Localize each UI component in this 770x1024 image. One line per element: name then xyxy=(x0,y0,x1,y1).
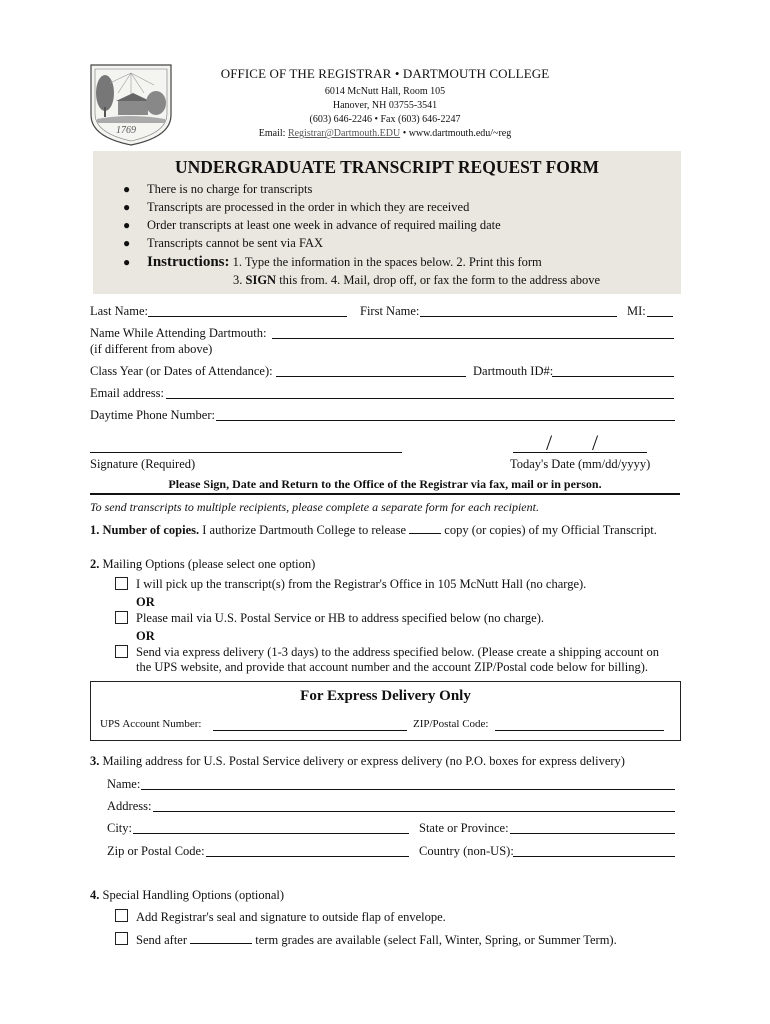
college-name: DARTMOUTH COLLEGE xyxy=(402,66,550,81)
signature-field[interactable] xyxy=(90,452,402,453)
mi-field[interactable] xyxy=(647,303,673,317)
express-option-label-2: the UPS website, and provide that account number and the account ZIP/Postal code below for billing). xyxy=(136,660,649,674)
mail-city-field[interactable] xyxy=(133,820,409,834)
name-attending-label: Name While Attending Dartmouth: xyxy=(90,326,267,340)
first-name-field[interactable] xyxy=(420,303,617,317)
instructions-line-2: 3. SIGN this from. 4. Mail, drop off, or fax the form to the address above xyxy=(233,273,601,287)
section-1: 1. Number of copies. I authorize Dartmouth College to release copy (or copies) of my Official Transcript. xyxy=(90,523,657,537)
bullet-separator: • xyxy=(394,66,400,81)
dartmouth-seal-logo xyxy=(88,63,174,147)
copies-label: Number of copies. xyxy=(102,523,200,537)
list-item: ● Order transcripts at least one week in advance of required mailing date xyxy=(123,218,501,232)
office-header xyxy=(180,66,590,82)
class-year-field[interactable] xyxy=(276,363,466,377)
send-after-option: Send after term grades are available (select Fall, Winter, Spring, or Summer Term). xyxy=(136,933,617,947)
mail-option-label: Please mail via U.S. Postal Service or HB to address specified below (no charge). xyxy=(136,611,545,625)
seal-option-label: Add Registrar's seal and signature to outside flap of envelope. xyxy=(136,910,446,924)
ups-account-field[interactable] xyxy=(213,718,407,731)
contact-line xyxy=(180,128,590,139)
bullet-icon: ● xyxy=(123,255,131,269)
mail-city-label: City: xyxy=(107,821,133,835)
mail-name-label: Name: xyxy=(107,777,141,791)
divider xyxy=(90,493,680,495)
sign-emphasis: SIGN xyxy=(245,273,277,287)
mail-state-field[interactable] xyxy=(510,820,675,834)
signature-label: Signature (Required) xyxy=(90,457,196,471)
phone-field[interactable] xyxy=(216,407,675,421)
dartmouth-id-field[interactable] xyxy=(552,363,674,377)
express-option-label-1: Send via express delivery (1-3 days) to the address specified below. (Please create a shipping account on xyxy=(136,645,659,659)
mail-address-label: Address: xyxy=(107,799,152,813)
return-note: Please Sign, Date and Return to the Office of the Registrar via fax, mail or in person. xyxy=(168,477,602,491)
bullet-icon: ● xyxy=(123,182,131,196)
pickup-option-label: I will pick up the transcript(s) from the Registrar's Office in 105 McNutt Hall (no charge). xyxy=(136,577,587,591)
registrar-email-link[interactable]: Registrar@Dartmouth.EDU xyxy=(287,128,401,139)
multi-recipient-note: To send transcripts to multiple recipients, please complete a separate form for each recipient. xyxy=(90,500,539,514)
copies-field[interactable] xyxy=(409,523,441,534)
form-title: UNDERGRADUATE TRANSCRIPT REQUEST FORM xyxy=(174,157,600,177)
date-slash-2: / xyxy=(592,430,599,455)
instructions-line-1: 1. Type the information in the spaces below. 2. Print this form xyxy=(232,255,542,269)
phone-fax-line xyxy=(180,114,590,125)
section-2-heading: 2. Mailing Options (please select one option) xyxy=(90,557,316,571)
date-field[interactable] xyxy=(513,452,647,453)
seal-checkbox[interactable] xyxy=(115,909,128,922)
seal-year: 1769 xyxy=(116,125,136,136)
address-line-1: 6014 McNutt Hall, Room 105 xyxy=(324,86,446,97)
bullet-icon: ● xyxy=(123,236,131,250)
list-item: ● Transcripts are processed in the order in which they are received xyxy=(123,200,470,214)
mi-label: MI: xyxy=(627,304,646,318)
dartmouth-id-label: Dartmouth ID#: xyxy=(473,364,554,378)
email-label: Email: xyxy=(258,128,286,139)
bullet-separator: • xyxy=(374,114,378,125)
email-field[interactable] xyxy=(166,385,674,399)
mail-country-label: Country (non-US): xyxy=(419,844,514,858)
bullet-icon: ● xyxy=(123,218,131,232)
or-label: OR xyxy=(136,629,155,643)
if-different-note: (if different from above) xyxy=(90,342,213,356)
bullet-separator: • xyxy=(402,128,407,139)
express-checkbox[interactable] xyxy=(115,645,128,658)
date-label: Today's Date (mm/dd/yyyy) xyxy=(510,457,651,471)
or-label: OR xyxy=(136,595,155,609)
mail-checkbox[interactable] xyxy=(115,611,128,624)
section-4-heading: 4. Special Handling Options (optional) xyxy=(90,888,285,902)
class-year-label: Class Year (or Dates of Attendance): xyxy=(90,364,273,378)
mail-name-field[interactable] xyxy=(141,776,675,790)
last-name-field[interactable] xyxy=(148,303,347,317)
mail-country-field[interactable] xyxy=(513,843,675,857)
office-name: OFFICE OF THE REGISTRAR xyxy=(220,66,392,81)
zip-label: ZIP/Postal Code: xyxy=(413,718,489,730)
list-item xyxy=(120,252,542,272)
list-item: ● There is no charge for transcripts xyxy=(123,182,313,196)
name-attending-field[interactable] xyxy=(272,325,674,339)
phone-label: Daytime Phone Number: xyxy=(90,408,215,422)
express-zip-field[interactable] xyxy=(495,718,664,731)
send-after-checkbox[interactable] xyxy=(115,932,128,945)
date-slash-1: / xyxy=(546,430,553,455)
address-line-2: Hanover, NH 03755-3541 xyxy=(332,100,438,111)
email-label: Email address: xyxy=(90,386,164,400)
phone-number: (603) 646-2246 xyxy=(309,114,372,125)
ups-account-label: UPS Account Number: xyxy=(100,718,202,730)
mail-address-field[interactable] xyxy=(153,798,675,812)
instructions-label: Instructions: xyxy=(147,254,230,270)
list-item: ● Transcripts cannot be sent via FAX xyxy=(123,236,324,250)
bullet-icon: ● xyxy=(123,200,131,214)
fax-number: Fax (603) 646-2247 xyxy=(380,114,461,125)
mail-zip-field[interactable] xyxy=(206,843,409,857)
section-3-heading: 3. Mailing address for U.S. Postal Service delivery or express delivery (no P.O. boxes for express delivery) xyxy=(90,754,625,768)
website-link[interactable]: www.dartmouth.edu/~reg xyxy=(408,128,512,139)
mail-zip-label: Zip or Postal Code: xyxy=(107,844,205,858)
first-name-label: First Name: xyxy=(360,304,420,318)
pickup-checkbox[interactable] xyxy=(115,577,128,590)
mail-state-label: State or Province: xyxy=(419,821,509,835)
info-bullets xyxy=(120,180,542,272)
last-name-label: Last Name: xyxy=(90,304,148,318)
term-field[interactable] xyxy=(190,933,252,944)
express-title: For Express Delivery Only xyxy=(300,688,471,704)
